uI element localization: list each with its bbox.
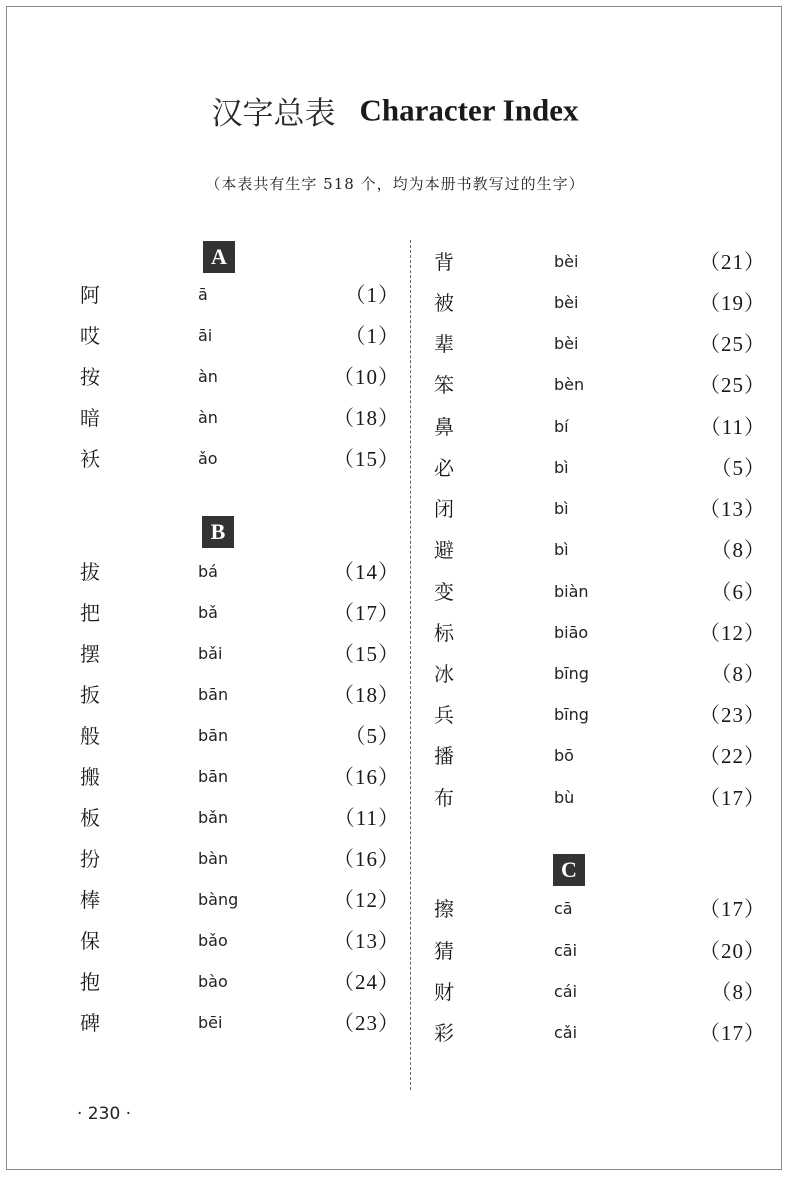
index-entry (410, 1018, 790, 1048)
entry-lesson: （11） (699, 415, 766, 439)
entry-lesson: （25） (699, 332, 766, 356)
entry-lesson: （6） (710, 580, 766, 604)
index-entry (410, 783, 790, 813)
entry-pinyin: bān (198, 726, 229, 745)
entry-character: 辈 (434, 332, 454, 356)
entry-lesson: （21） (699, 250, 766, 274)
entry-pinyin: bān (198, 685, 229, 704)
entry-character: 布 (434, 786, 454, 810)
index-entry (0, 680, 410, 710)
entry-lesson: （17） (333, 601, 400, 625)
entry-pinyin: āi (198, 326, 213, 345)
subtitle-note: （本表共有生字 518 个，均为本册书教写过的生字） (205, 175, 585, 193)
entry-character: 兵 (434, 703, 454, 727)
index-entry (0, 280, 410, 310)
entry-pinyin: bì (554, 540, 569, 559)
index-entry (410, 453, 790, 483)
entry-character: 播 (434, 744, 454, 768)
title-english: Character Index (359, 92, 579, 128)
entry-lesson: （8） (710, 662, 766, 686)
index-entry (0, 557, 410, 587)
entry-lesson: （18） (333, 683, 400, 707)
entry-character: 拔 (80, 560, 100, 584)
entry-lesson: （22） (699, 744, 766, 768)
entry-character: 保 (80, 929, 100, 953)
section-letter-a: A (203, 241, 235, 273)
entry-character: 扳 (80, 683, 100, 707)
entry-lesson: （15） (333, 447, 400, 471)
entry-pinyin: bǎ (198, 603, 218, 622)
entry-character: 标 (434, 621, 454, 645)
entry-lesson: （17） (699, 1021, 766, 1045)
index-entry (410, 370, 790, 400)
entry-pinyin: bì (554, 499, 569, 518)
entry-pinyin: bǎo (198, 931, 228, 950)
entry-lesson: （16） (333, 847, 400, 871)
entry-character: 冰 (434, 662, 454, 686)
index-entry (0, 967, 410, 997)
index-entry (410, 577, 790, 607)
index-entry (0, 1008, 410, 1038)
entry-pinyin: bù (554, 788, 575, 807)
entry-pinyin: bīng (554, 705, 589, 724)
entry-pinyin: bí (554, 417, 569, 436)
index-entry (410, 535, 790, 565)
entry-character: 猜 (434, 939, 454, 963)
title-chinese: 汉字总表 (211, 96, 336, 132)
entry-character: 棒 (80, 888, 100, 912)
entry-pinyin: bá (198, 562, 218, 581)
page-title (0, 88, 790, 133)
index-entry (0, 403, 410, 433)
entry-lesson: （24） (333, 970, 400, 994)
index-entry (410, 659, 790, 689)
index-entry (0, 598, 410, 628)
index-entry (410, 700, 790, 730)
entry-lesson: （18） (333, 406, 400, 430)
entry-lesson: （23） (699, 703, 766, 727)
entry-pinyin: bǎn (198, 808, 229, 827)
entry-pinyin: cǎi (554, 1023, 578, 1042)
entry-character: 财 (434, 980, 454, 1004)
entry-character: 鼻 (434, 415, 454, 439)
entry-lesson: （5） (344, 724, 400, 748)
entry-character: 变 (434, 580, 454, 604)
entry-character: 暗 (80, 406, 100, 430)
entry-lesson: （12） (333, 888, 400, 912)
entry-lesson: （25） (699, 373, 766, 397)
entry-pinyin: àn (198, 408, 218, 427)
entry-lesson: （5） (710, 456, 766, 480)
entry-character: 闭 (434, 497, 454, 521)
entry-pinyin: bào (198, 972, 228, 991)
entry-lesson: （10） (333, 365, 400, 389)
entry-character: 摆 (80, 642, 100, 666)
entry-lesson: （23） (333, 1011, 400, 1035)
index-entry (0, 362, 410, 392)
index-entry (0, 639, 410, 669)
entry-pinyin: bān (198, 767, 229, 786)
entry-pinyin: ā (198, 285, 208, 304)
entry-pinyin: bēi (198, 1013, 223, 1032)
index-entry (0, 762, 410, 792)
entry-pinyin: cā (554, 899, 573, 918)
entry-pinyin: cái (554, 982, 578, 1001)
entry-pinyin: cāi (554, 941, 578, 960)
index-entry (410, 618, 790, 648)
entry-lesson: （8） (710, 538, 766, 562)
entry-character: 必 (434, 456, 454, 480)
index-entry (0, 803, 410, 833)
entry-pinyin: bèn (554, 375, 585, 394)
entry-pinyin: bō (554, 746, 574, 765)
entry-character: 抱 (80, 970, 100, 994)
entry-character: 擦 (434, 897, 454, 921)
entry-lesson: （13） (333, 929, 400, 953)
entry-character: 笨 (434, 373, 454, 397)
index-entry (410, 494, 790, 524)
entry-character: 板 (80, 806, 100, 830)
entry-character: 把 (80, 601, 100, 625)
entry-lesson: （1） (344, 324, 400, 348)
entry-pinyin: bèi (554, 334, 579, 353)
index-entry (410, 936, 790, 966)
entry-character: 碑 (80, 1011, 100, 1035)
index-entry (0, 321, 410, 351)
entry-pinyin: bàn (198, 849, 229, 868)
entry-pinyin: bì (554, 458, 569, 477)
entry-lesson: （8） (710, 980, 766, 1004)
entry-lesson: （14） (333, 560, 400, 584)
entry-character: 袄 (80, 447, 100, 471)
entry-pinyin: bàng (198, 890, 239, 909)
entry-lesson: （1） (344, 283, 400, 307)
entry-lesson: （11） (333, 806, 400, 830)
entry-character: 避 (434, 538, 454, 562)
page-number: · 230 · (77, 1104, 132, 1124)
index-entry (0, 926, 410, 956)
entry-lesson: （20） (699, 939, 766, 963)
index-entry (0, 844, 410, 874)
entry-pinyin: bèi (554, 293, 579, 312)
entry-lesson: （17） (699, 897, 766, 921)
index-entry (410, 412, 790, 442)
entry-character: 按 (80, 365, 100, 389)
entry-lesson: （13） (699, 497, 766, 521)
entry-lesson: （17） (699, 786, 766, 810)
entry-character: 哎 (80, 324, 100, 348)
entry-character: 扮 (80, 847, 100, 871)
index-entry (0, 721, 410, 751)
entry-character: 彩 (434, 1021, 454, 1045)
entry-pinyin: biàn (554, 582, 589, 601)
index-entry (410, 977, 790, 1007)
entry-lesson: （19） (699, 291, 766, 315)
entry-pinyin: àn (198, 367, 218, 386)
entry-pinyin: bèi (554, 252, 579, 271)
entry-pinyin: biāo (554, 623, 589, 642)
entry-lesson: （12） (699, 621, 766, 645)
index-entry (410, 329, 790, 359)
entry-pinyin: bīng (554, 664, 589, 683)
entry-character: 被 (434, 291, 454, 315)
entry-lesson: （15） (333, 642, 400, 666)
entry-character: 搬 (80, 765, 100, 789)
index-entry (0, 885, 410, 915)
entry-character: 阿 (80, 283, 100, 307)
entry-pinyin: bǎi (198, 644, 223, 663)
index-entry (410, 247, 790, 277)
entry-lesson: （16） (333, 765, 400, 789)
section-letter-b: B (202, 516, 234, 548)
index-entry (0, 444, 410, 474)
entry-character: 般 (80, 724, 100, 748)
index-entry (410, 894, 790, 924)
section-letter-c: C (553, 854, 585, 886)
index-entry (410, 741, 790, 771)
index-entry (410, 288, 790, 318)
entry-character: 背 (434, 250, 454, 274)
entry-pinyin: ǎo (198, 449, 218, 468)
